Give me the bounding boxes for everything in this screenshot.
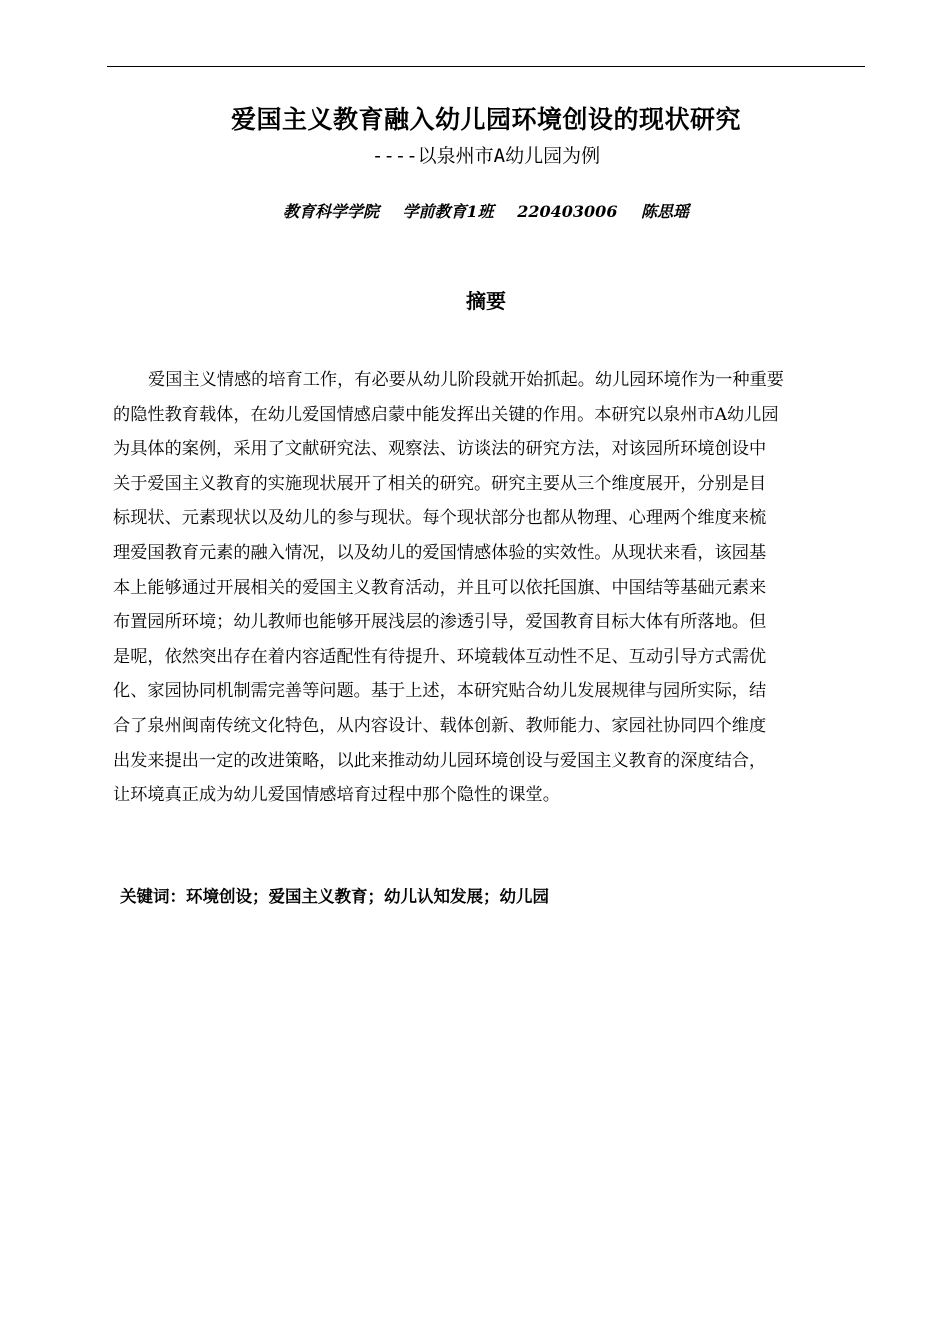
abstract-line: 关于爱国主义教育的实施现状展开了相关的研究。研究主要从三个维度展开，分别是目	[113, 473, 767, 494]
abstract-heading: 摘要	[466, 289, 506, 313]
paper-subtitle: ----以泉州市A幼儿园为例	[371, 145, 601, 167]
paper-title: 爱国主义教育融入幼儿园环境创设的现状研究	[230, 105, 741, 134]
abstract-line: 化、家园协同机制需完善等问题。基于上述，本研究贴合幼儿发展规律与园所实际，结	[113, 681, 767, 702]
abstract-line: 的隐性教育载体，在幼儿爱国情感启蒙中能发挥出关键的作用。本研究以泉州市A幼儿园	[113, 404, 779, 425]
abstract-line: 为具体的案例，采用了文献研究法、观察法、访谈法的研究方法，对该园所环境创设中	[113, 439, 767, 460]
abstract-line: 本上能够通过开展相关的爱国主义教育活动，并且可以依托国旗、中国结等基础元素来	[113, 577, 767, 598]
abstract-line: 出发来提出一定的改进策略，以此来推动幼儿园环境创设与爱国主义教育的深度结合，	[113, 750, 767, 771]
abstract-body	[113, 363, 860, 813]
author-info	[107, 200, 865, 224]
abstract-line: 让环境真正成为幼儿爱国情感培育过程中那个隐性的课堂。	[113, 785, 560, 806]
author-school: 教育科学学院	[282, 202, 379, 221]
abstract-line: 是呢，依然突出存在着内容适配性有待提升、环境载体互动性不足、互动引导方式需优	[113, 646, 767, 667]
keywords-line: 关键词：环境创设；爱国主义教育；幼儿认知发展；幼儿园	[120, 887, 549, 906]
abstract-line: 理爱国教育元素的融入情况，以及幼儿的爱国情感体验的实效性。从现状来看，该园基	[113, 542, 767, 563]
abstract-line: 布置园所环境；幼儿教师也能够开展浅层的渗透引导，爱国教育目标大体有所落地。但	[113, 612, 767, 633]
abstract-line: 标现状、元素现状以及幼儿的参与现状。每个现状部分也都从物理、心理两个维度来梳	[113, 508, 767, 529]
author-class: 学前教育1班	[402, 202, 494, 221]
abstract-line: 爱国主义情感的培育工作，有必要从幼儿阶段就开始抓起。幼儿园环境作为一种重要	[148, 370, 784, 390]
author-name: 陈思瑶	[641, 202, 690, 221]
header-rule	[107, 66, 865, 67]
abstract-line: 合了泉州闽南传统文化特色，从内容设计、载体创新、教师能力、家园社协同四个维度	[113, 715, 767, 736]
author-student-id: 220403006	[517, 202, 618, 221]
